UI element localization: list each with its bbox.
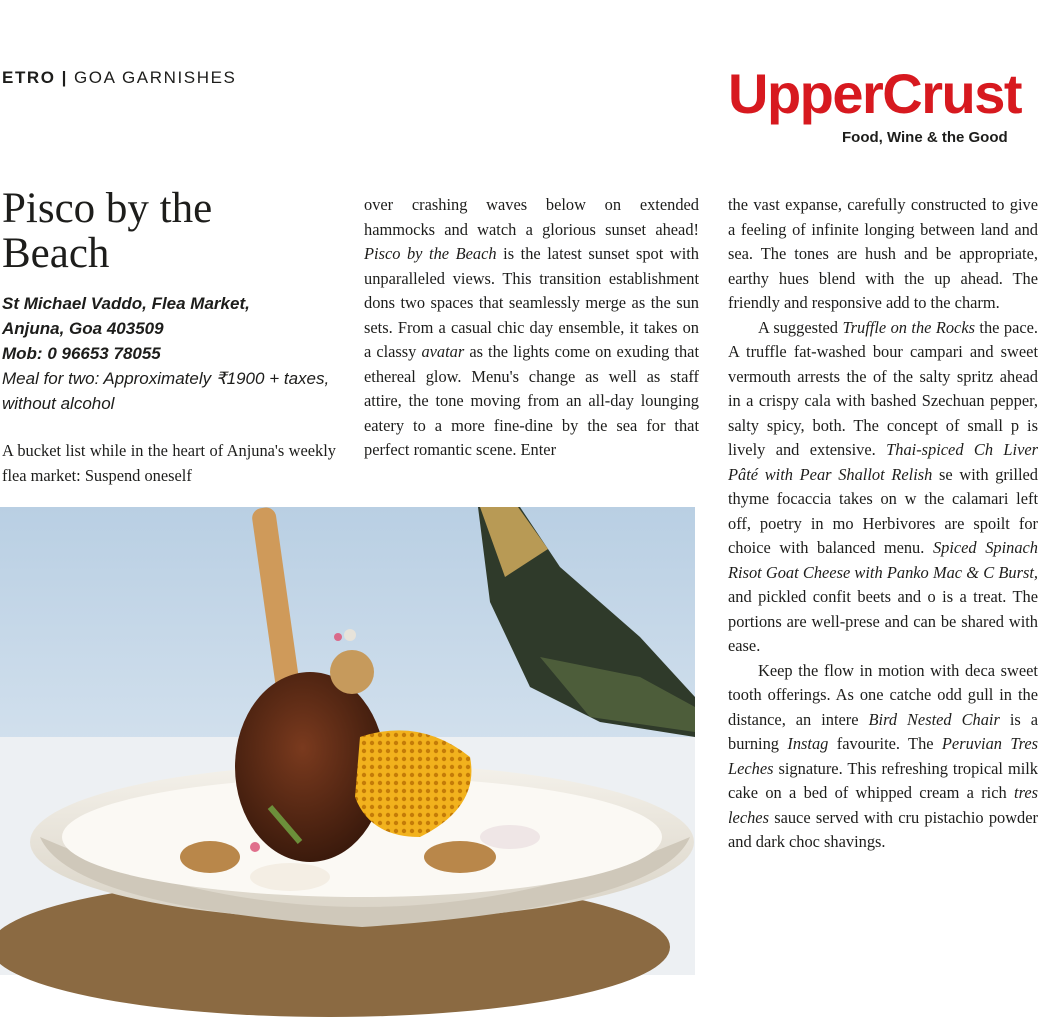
dish-name: Spiced Spinach Risot Goat Cheese with Panko Mac & C Burst, xyxy=(728,538,1038,582)
column-3-paragraph-1: the vast expanse, carefully constructed to give a feeling of infinite longing between land and sea. The tones are hush and be appropriate, earthy hues blend with the up ahead. The friendly and responsive add to the charm. xyxy=(728,195,1038,312)
section-separator: | xyxy=(61,68,68,87)
section-primary: ETRO xyxy=(2,68,56,87)
italic-word: Instag xyxy=(787,734,829,753)
text-run: se with grilled thyme focaccia takes on w the calamari left off, poetry in mo Herbivores are spoilt for choice with balanced menu. xyxy=(728,464,1038,557)
venue-info xyxy=(2,291,347,416)
text-run: is the latest sunset spot with unparalleled views. This transition establishment dons two spaces that seamlessly merge as the sun sets. From a casual chic day ensemble, it takes on a classy xyxy=(364,244,699,361)
dish-name: Peruvian Tres Leches xyxy=(728,734,1038,778)
dish-name: Truffle on the Rocks xyxy=(842,317,975,337)
address-line-1: St Michael Vaddo, Flea Market, xyxy=(2,294,250,313)
article-title: Pisco by the Beach xyxy=(2,185,213,277)
chair-name: Bird Nested Chair xyxy=(868,709,1000,729)
walnut-garnish xyxy=(330,650,374,694)
section-secondary: GOA GARNISHES xyxy=(73,68,237,87)
phone-number: Mob: 0 96653 78055 xyxy=(2,344,161,363)
text-run: the pace. A truffle fat-washed bour campari and sweet vermouth arrests the of the salty spritz ahead in a crispy cala with bashed Szechuan pepper, salty spicy, both. The concept of small p is lively and extensive. xyxy=(728,317,1038,459)
text-run: and pickled confit beets and o is a treat. The portions are well-prese and can be shared with ease. xyxy=(728,587,1038,655)
text-run: is a burning xyxy=(728,709,1038,753)
column-1-text xyxy=(2,439,336,488)
italic-word: avatar xyxy=(421,342,465,361)
meal-price: Meal for two: Approximately ₹1900 + taxes, without alcohol xyxy=(2,369,330,413)
dish-photo xyxy=(0,507,695,975)
column-3-paragraph-2 xyxy=(728,316,1038,659)
venue-name-italic: Pisco by the Beach xyxy=(364,244,497,263)
text-run: favourite. The xyxy=(836,734,934,753)
text-run: sauce served with cru pistachio powder and dark choc shavings. xyxy=(728,807,1038,851)
text-run: as the lights come on exuding that ethereal glow. Menu's change as well as staff attire, the tone moving from an all-day lounging eatery to a more fine-dine by the sea for that perfect romantic scene. Enter xyxy=(364,342,699,459)
italic-word: tres leches xyxy=(728,783,1038,827)
column-3-text xyxy=(728,193,1038,855)
text-run: signature. This refreshing tropical milk cake on a bed of whipped cream a rich xyxy=(728,758,1038,802)
address-line-2: Anjuna, Goa 403509 xyxy=(2,319,164,338)
text-run: A suggested xyxy=(758,317,838,337)
column-3-paragraph-3 xyxy=(728,659,1038,855)
column-2-paragraph xyxy=(364,193,699,463)
brand-tagline: Food, Wine & the Good xyxy=(842,129,1008,146)
column-1-paragraph: A bucket list while in the heart of Anjuna's weekly flea market: Suspend oneself xyxy=(2,441,336,485)
text-run: Keep the flow in motion with deca sweet tooth offerings. As one catche odd gull in the distance, an intere xyxy=(728,660,1038,729)
text-run: over crashing waves below on extended hammocks and watch a glorious sunset ahead! xyxy=(364,195,699,239)
brand-logo: UpperCrust xyxy=(728,62,1022,125)
section-label xyxy=(2,68,237,88)
dish-photo-illustration xyxy=(0,507,695,975)
dish-name: Thai-spiced Ch Liver Pâté with Pear Shallot Relish xyxy=(728,440,1038,484)
column-2-text xyxy=(364,193,699,463)
